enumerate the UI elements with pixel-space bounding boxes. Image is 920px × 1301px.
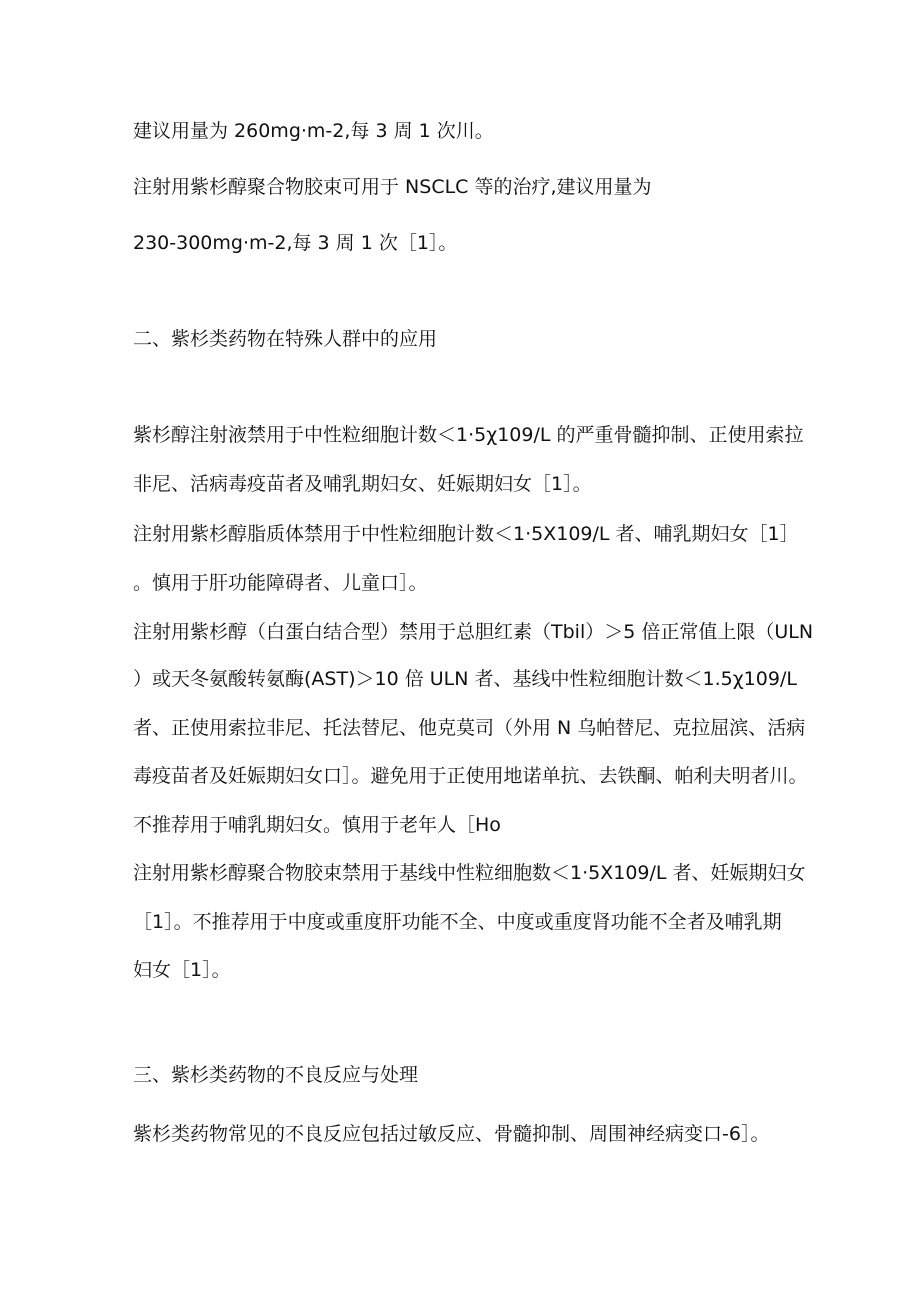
paragraph-line: 不推荐用于哺乳期妇女。慎用于老年人［Ho	[133, 814, 501, 836]
paragraph-line: 毒疫苗者及妊娠期妇女口］。避免用于正使用地诺单抗、去铁酮、帕利夫明者川。	[133, 765, 808, 787]
paragraph-line: 注射用紫杉醇（白蛋白结合型）禁用于总胆红素（Tbil）＞5 倍正常值上限（ULN	[133, 621, 814, 643]
paragraph-line: 注射用紫杉醇聚合物胶束禁用于基线中性粒细胞数＜1·5X109/L 者、妊娠期妇女	[133, 862, 806, 884]
paragraph-line: 注射用紫杉醇聚合物胶束可用于 NSCLC 等的治疗,建议用量为	[133, 176, 652, 198]
paragraph-line: 非尼、活病毒疫苗者及哺乳期妇女、妊娠期妇女［1］。	[133, 473, 592, 495]
paragraph-line: 妇女［1］。	[133, 959, 231, 981]
section-heading: 三、紫杉类药物的不良反应与处理	[133, 1064, 419, 1086]
paragraph-line: 注射用紫杉醇脂质体禁用于中性粒细胞计数＜1·5X109/L 者、哺乳期妇女［1］	[133, 523, 799, 545]
paragraph-line: 。慎用于肝功能障碍者、儿童口］。	[133, 572, 428, 594]
paragraph-line: 230-300mg·m-2,每 3 周 1 次［1］。	[133, 232, 458, 254]
paragraph-line: ）或天冬氨酸转氨酶(AST)＞10 倍 ULN 者、基线中性粒细胞计数＜1.5χ109/L	[133, 668, 797, 690]
paragraph-line: ［1］。不推荐用于中度或重度肝功能不全、中度或重度肾功能不全者及哺乳期	[133, 911, 782, 933]
paragraph-line: 紫杉类药物常见的不良反应包括过敏反应、骨髓抑制、周围神经病变口-6］。	[133, 1123, 770, 1145]
section-heading: 二、紫杉类药物在特殊人群中的应用	[133, 328, 438, 350]
paragraph-line: 建议用量为 260mg·m-2,每 3 周 1 次川。	[133, 120, 494, 142]
paragraph-line: 紫杉醇注射液禁用于中性粒细胞计数＜1·5χ109/L 的严重骨髓抑制、正使用索拉	[133, 424, 804, 446]
paragraph-line: 者、正使用索拉非尼、托法替尼、他克莫司（外用 N 乌帕替尼、克拉屈滨、活病	[133, 717, 806, 739]
